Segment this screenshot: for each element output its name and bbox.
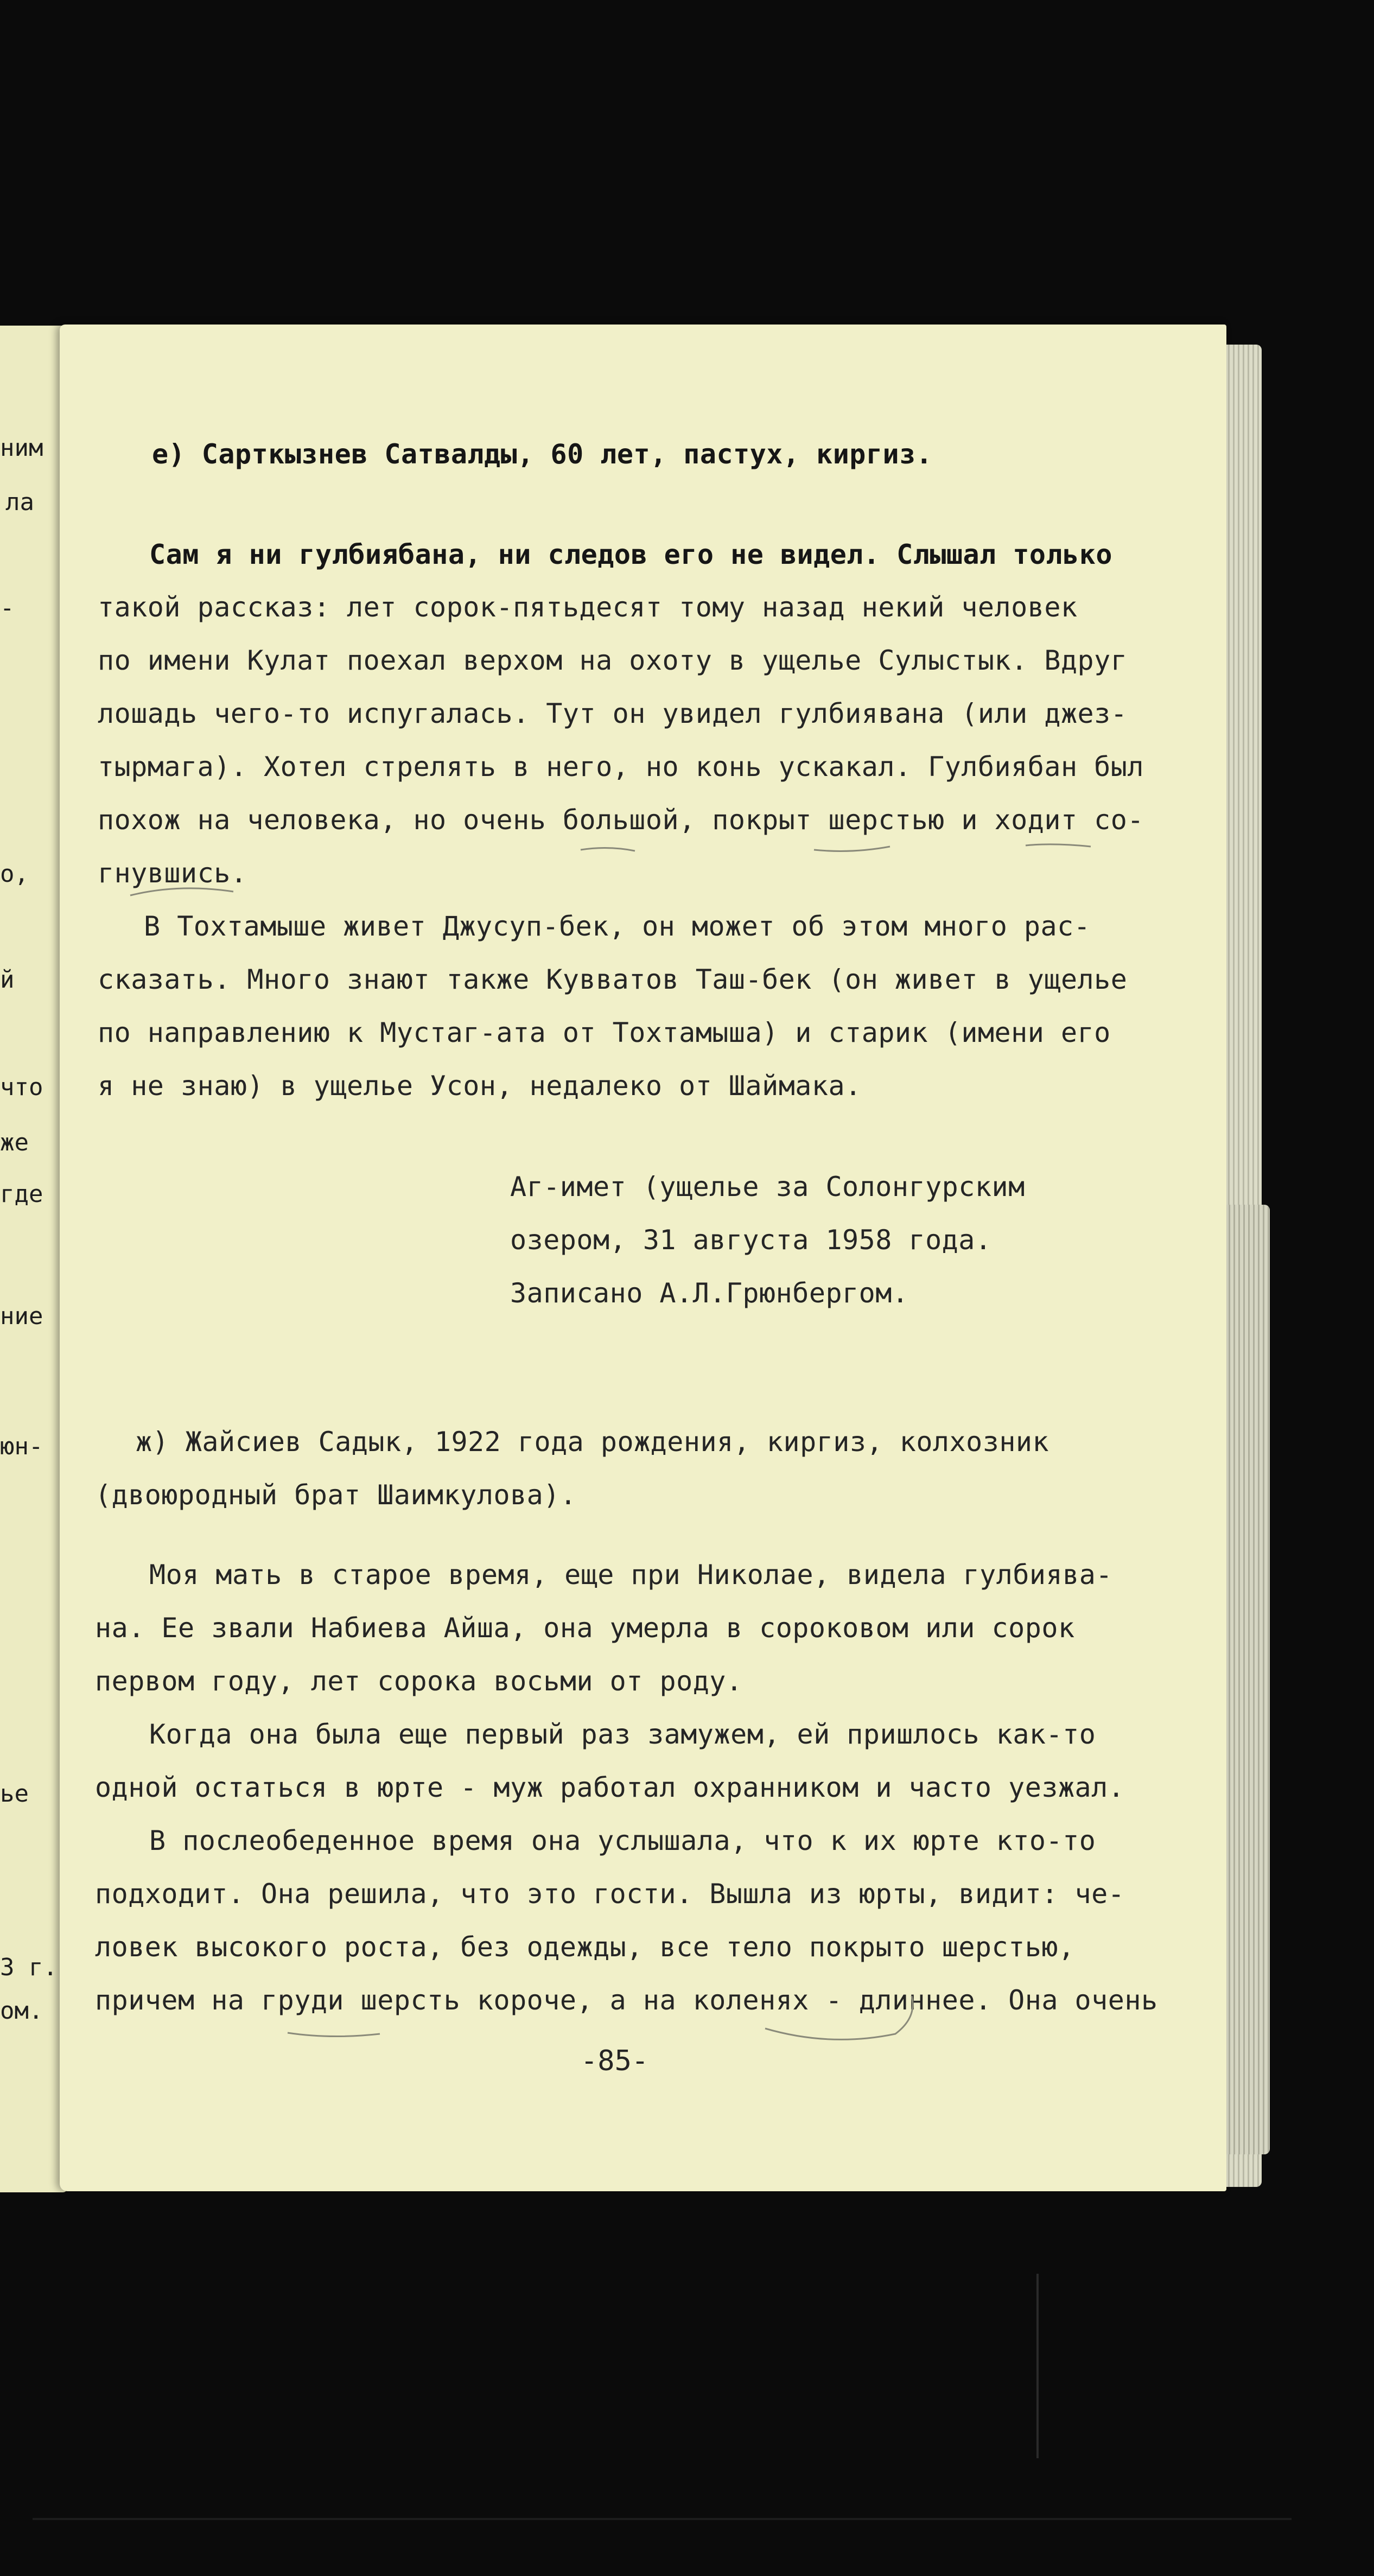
left-fragment: ним — [0, 434, 43, 462]
entry-e-line: я не знаю) в ущелье Усон, недалеко от Шаймака. — [98, 1070, 862, 1102]
entry-zh-line: Когда она была еще первый раз замужем, ей пришлось как-то — [149, 1719, 1096, 1750]
entry-zh-heading: (двоюродный брат Шаимкулова). — [95, 1479, 577, 1511]
entry-e-signature: Записано А.Л.Грюнбергом. — [510, 1277, 909, 1309]
entry-e-signature: озером, 31 августа 1958 года. — [510, 1224, 992, 1256]
entry-zh-line: подходит. Она решила, что это гости. Вышла из юрты, видит: че- — [95, 1878, 1125, 1910]
entry-zh-line: на. Ее звали Набиева Айша, она умерла в сороковом или сорок — [95, 1612, 1075, 1644]
entry-e-line: похож на человека, но очень большой, покрыт шерстью и ходит со- — [98, 804, 1144, 836]
left-fragment: же — [0, 1129, 29, 1156]
entry-e-line: по имени Кулат поехал верхом на охоту в ущелье Сулыстык. Вдруг — [98, 645, 1128, 676]
left-fragment: юн- — [0, 1433, 43, 1460]
left-page-strip — [0, 326, 69, 2192]
left-fragment: й — [0, 966, 15, 994]
background-mark — [33, 2518, 1292, 2520]
left-fragment: - — [0, 594, 15, 622]
entry-zh-line: одной остаться в юрте - муж работал охранником и часто уезжал. — [95, 1772, 1125, 1803]
entry-zh-line: В послеобеденное время она услышала, что к их юрте кто-то — [149, 1825, 1096, 1856]
entry-e-heading: е) Сарткызнев Сатвалды, 60 лет, пастух, киргиз. — [152, 438, 933, 470]
entry-zh-line: ловек высокого роста, без одежды, все тело покрыто шерстью, — [95, 1931, 1075, 1963]
left-fragment: ье — [0, 1780, 29, 1808]
entry-e-line: тырмага). Хотел стрелять в него, но конь ускакал. Гулбиябан был — [98, 751, 1144, 783]
left-fragment: о, — [0, 860, 29, 888]
entry-e-line: гнувшись. — [98, 857, 247, 889]
left-fragment: что — [0, 1073, 43, 1101]
entry-zh-line: Моя мать в старое время, еще при Николае, видела гулбиява- — [149, 1559, 1112, 1591]
entry-e-line: сказать. Много знают также Кувватов Таш-бек (он живет в ущелье — [98, 964, 1128, 995]
entry-e-line: такой рассказ: лет сорок-пятьдесят тому назад некий человек — [98, 591, 1078, 623]
entry-e-line: В Тохтамыше живет Джусуп-бек, он может об этом много рас- — [144, 911, 1091, 942]
left-fragment: ла — [5, 488, 34, 516]
left-fragment: ом. — [0, 1997, 43, 2025]
entry-e-line: по направлению к Мустаг-ата от Тохтамыша) и старик (имени его — [98, 1017, 1111, 1048]
entry-e-signature: Аг-имет (ущелье за Солонгурским — [510, 1171, 1025, 1203]
entry-zh-line: причем на груди шерсть короче, а на коленях - длиннее. Она очень — [95, 1985, 1158, 2016]
document-page — [60, 325, 1226, 2191]
entry-zh-line: первом году, лет сорока восьми от роду. — [95, 1665, 743, 1697]
page-number: -85- — [581, 2045, 649, 2077]
background-mark — [1036, 2274, 1039, 2458]
entry-e-line: Сам я ни гулбиябана, ни следов его не видел. Слышал только — [149, 539, 1112, 570]
left-fragment: ние — [0, 1302, 43, 1330]
left-fragment: где — [0, 1180, 43, 1208]
entry-e-line: лошадь чего-то испугалась. Тут он увидел гулбиявана (или джез- — [98, 698, 1128, 729]
left-fragment: 3 г. — [0, 1954, 58, 1981]
entry-zh-heading: ж) Жайсиев Садык, 1922 года рождения, киргиз, колхозник — [136, 1426, 1049, 1458]
